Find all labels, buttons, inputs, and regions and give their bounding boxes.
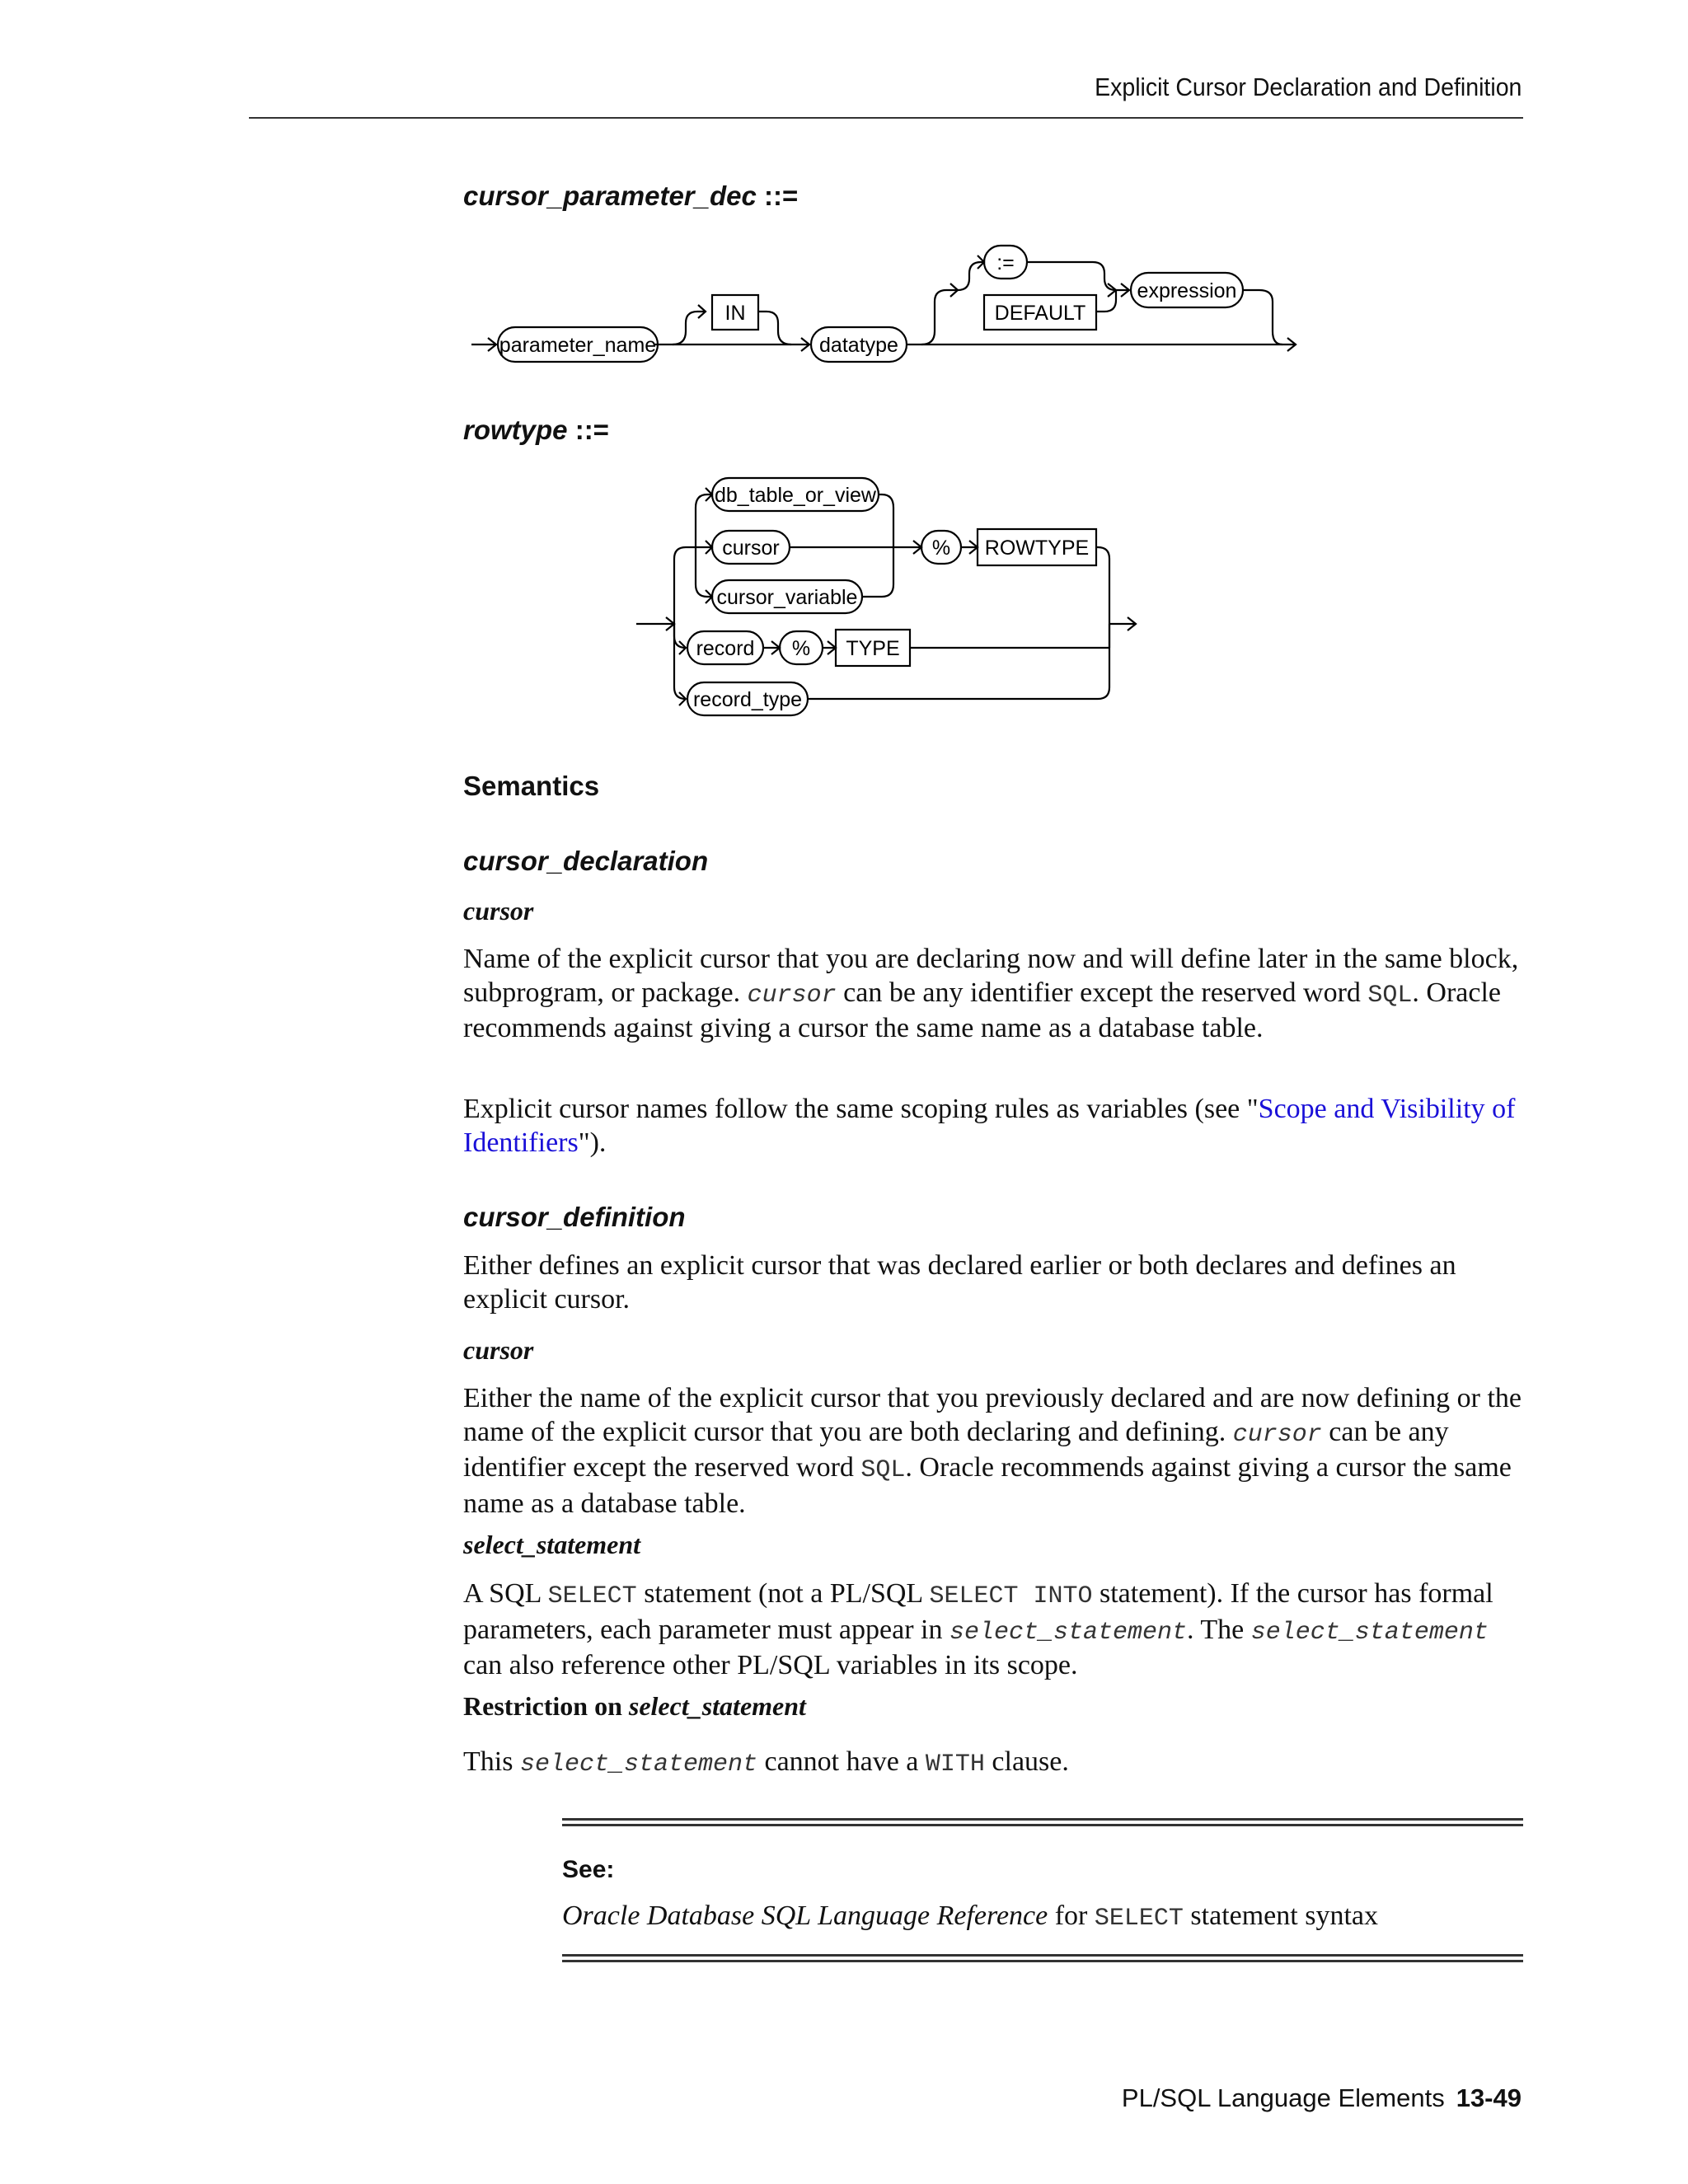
text-run: . Oracle recommends against giving a cursor the same name as a database table. [463,977,1502,1043]
text-run: for [1048,1900,1095,1931]
code-sql: SQL [1367,981,1413,1010]
term-select-statement: select_statement [463,1530,641,1559]
restriction-term: select_statement [628,1691,806,1721]
text-run: cannot have a [757,1746,926,1777]
cursor-definition-paragraph [463,1382,1526,1521]
semantics-heading: Semantics [463,771,600,801]
cursor-declaration-heading: cursor_declaration [463,846,709,876]
rail-node-datatype: datatype [819,334,898,357]
code-cursor: cursor [1232,1420,1322,1449]
text-run: Name of the explicit cursor that you are declaring now and will define later in the same block, subprogram, or package. [463,944,1519,1008]
rail-node-record: record [696,637,755,660]
rail-node-cursor-variable: cursor_variable [716,586,858,609]
rail-node-parameter-name: parameter_name [499,334,657,357]
restriction-heading [463,1691,806,1722]
scoping-paragraph [463,1093,1526,1160]
rail-node-expression: expression [1137,279,1237,302]
page-number: 13-49 [1456,2083,1522,2112]
scope-visibility-link[interactable]: Scope and Visibility of Identifiers [463,1094,1516,1158]
cursor-definition-heading: cursor_definition [463,1202,686,1232]
page-footer [1122,2083,1522,2113]
text-run: A SQL [463,1578,548,1609]
text-run: "). [578,1127,607,1158]
text-run: This [463,1746,520,1777]
rail-node-percent: % [931,537,951,560]
syntax-name: rowtype [463,415,568,445]
code-select: SELECT [1094,1905,1184,1933]
restriction-label: Restriction on [463,1691,629,1721]
syntax-operator: ::= [574,415,609,445]
note-bottom-rule [562,1954,1523,1962]
note-top-rule [562,1818,1523,1826]
syntax-heading-cursor-parameter-dec [463,180,798,212]
rail-node-rowtype: ROWTYPE [984,537,1090,560]
book-title: Oracle Database SQL Language Reference [562,1900,1048,1931]
header-rule [249,117,1523,119]
cursor-declaration-paragraph [463,943,1526,1046]
code-select-statement: select_statement [949,1618,1188,1647]
code-select-statement: select_statement [1250,1618,1489,1647]
rail-node-percent: % [791,637,811,660]
text-run: can also reference other PL/SQL variables in its scope. [463,1650,1078,1680]
text-run: . The [1187,1614,1251,1645]
footer-section: PL/SQL Language Elements [1121,2083,1445,2112]
syntax-operator: ::= [764,180,799,211]
rowtype-diagram [626,470,1154,725]
text-run: statement). If the cursor has formal parameters, each parameter must appear in [463,1578,1493,1645]
rail-node-assign: := [996,251,1015,274]
text-run: Explicit cursor names follow the same scoping rules as variables (see " [463,1094,1259,1124]
rail-node-db-table-or-view: db_table_or_view [715,484,876,507]
cursor-parameter-dec-diagram [462,235,1319,375]
text-run: can be any identifier except the reserved word [463,1416,1449,1483]
cursor-definition-intro: Either defines an explicit cursor that was declared earlier or both declares and defines an explicit cursor. [463,1250,1456,1315]
term-cursor: cursor [463,896,534,926]
code-select: SELECT [547,1582,637,1610]
text-run: . Oracle recommends against giving a cursor the same name as a database table. [463,1452,1512,1519]
code-select-into: SELECT INTO [929,1582,1093,1610]
code-select-statement: select_statement [519,1750,757,1779]
text-run: can be any identifier except the reserved word [836,977,1368,1008]
code-cursor: cursor [747,981,837,1010]
syntax-heading-rowtype [463,415,609,446]
rail-node-cursor: cursor [722,537,780,560]
see-note [562,1818,1523,1962]
rail-node-type: TYPE [846,637,900,660]
code-with: WITH [925,1750,985,1779]
text-run: clause. [984,1746,1069,1777]
running-header: Explicit Cursor Declaration and Definition [1094,73,1522,101]
text-run: Either the name of the explicit cursor that you previously declared and are now defining or the name of the explicit cursor that you are both declaring and defining. [463,1383,1522,1447]
note-text [562,1900,1523,1933]
text-run: statement (not a PL/SQL [636,1578,930,1609]
restriction-paragraph [463,1746,1526,1782]
term-cursor: cursor [463,1335,534,1365]
rail-node-default: DEFAULT [994,302,1086,325]
code-sql: SQL [860,1456,906,1484]
syntax-name: cursor_parameter_dec [463,180,757,211]
rail-node-record-type: record_type [692,688,803,711]
text-run: statement syntax [1183,1900,1378,1931]
note-label: See: [562,1856,615,1883]
select-statement-paragraph [463,1577,1526,1683]
rail-node-in: IN [724,302,746,325]
